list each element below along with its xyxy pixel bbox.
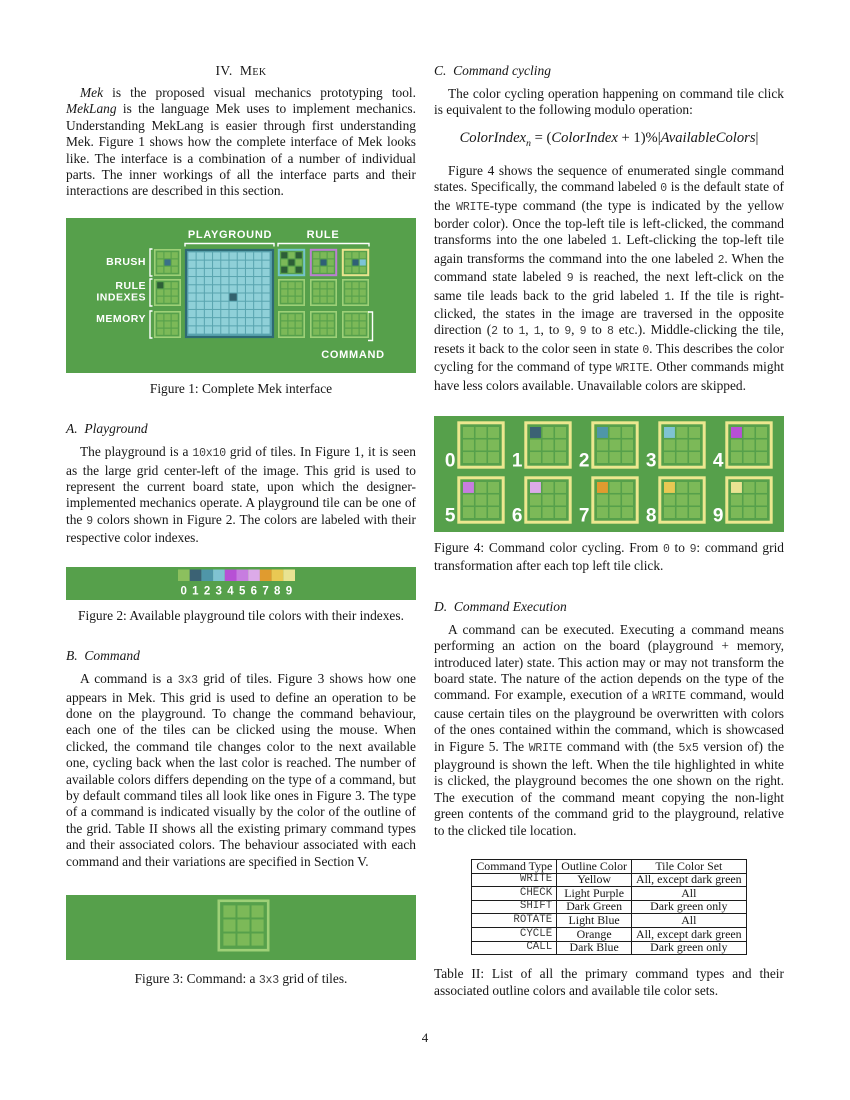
svg-text:7: 7 bbox=[262, 585, 270, 598]
table-2-caption: Table II: List of all the primary command types and their associated outline colors and available tile color sets. bbox=[434, 966, 784, 998]
table-cell: All, except dark green bbox=[631, 873, 746, 887]
table-cell: ROTATE bbox=[472, 914, 557, 928]
svg-text:2: 2 bbox=[578, 450, 590, 472]
svg-text:1: 1 bbox=[511, 450, 523, 472]
svg-text:8: 8 bbox=[645, 505, 657, 527]
svg-text:INDEXES: INDEXES bbox=[96, 291, 146, 304]
table-row bbox=[472, 873, 746, 887]
paragraph-execution: A command can be executed. Executing a command means performing an action on the board (playground + memory, introduced later) state. This action may or may not transform the board state. The nature of the action depends on the type of the command. For example, execution of a WRITE command, would cause certain tiles on the playground be overwritten with colors of the ones contained within the command, which is showcased in Figure 5. The WRITE command with (the 5x5 version of) the playground is shown the left. When the tile highlighted in white is clicked, the playground becomes the one shown on the right. The execution of the command meant copying the non-light green contents of the command grid to the playground, relative to the clicked tile location. bbox=[434, 621, 785, 838]
table-header-row bbox=[472, 860, 746, 874]
figure-1-caption: Figure 1: Complete Mek interface bbox=[149, 380, 333, 396]
figure-2 bbox=[66, 567, 416, 624]
paragraph-cycling-detail: Figure 4 shows the sequence of enumerated single command states. Specifically, the command labeled 0 is the default state of the WRITE-type command (the type is indicated by the yellow border color). Once the top-left tile is left-clicked, the command transforms into the one labeled 1. Left-clicking the top-left tile again transforms the command into the one labeled 2. When the command state labeled 9 is reached, the next left-click on the same tile leads back to the grid labeled 1. If the tile is right-clicked, the states in the image are traversed in the opposite direction (2 to 1, 1, to 9, 9 to 8 etc.). Middle-clicking the tile, resets it back to the color seen in state 0. This describes the color cycling for the command of type WRITE. Other commands might have less colors available. Unavailable colors are skipped. bbox=[434, 162, 785, 393]
svg-text:PLAYGROUND: PLAYGROUND bbox=[187, 228, 273, 241]
figure-4 bbox=[434, 416, 784, 575]
section-heading-mek: IV. Mek bbox=[215, 63, 267, 78]
figure-2-caption: Figure 2: Available playground tile colors with their indexes. bbox=[78, 607, 404, 623]
right-column bbox=[434, 63, 784, 999]
figure-1-image-mek-interface bbox=[66, 218, 416, 373]
table-body bbox=[472, 873, 746, 955]
table-row bbox=[472, 941, 746, 955]
paragraph-playground: The playground is a 10x10 grid of tiles. In Figure 1, it is seen as the large grid center-left of the image. This grid is used to represent the current board state, upon which the designer-implemented mechanics operate. A playground tile can be one of the 9 colors shown in Figure 2. The colors are labeled with their respective color indexes. bbox=[66, 444, 416, 546]
table-2-command-types bbox=[471, 859, 746, 955]
svg-text:5: 5 bbox=[238, 585, 246, 598]
figure-2-image-color-palette bbox=[66, 567, 416, 600]
figure-3-caption: Figure 3: Command: a 3x3 grid of tiles. bbox=[134, 970, 348, 987]
paragraph-command: A command is a 3x3 grid of tiles. Figure 3 shows how one appears in Mek. This grid is used to define an operation to be done on the playground. To change the command behaviour, each one of the tiles can be clicked using the mouse. When clicked, the command tile changes color to the next available one, cycling back when the last color is reached. The number of available colors differs depending on the type of a command, but by default command tiles all look like ones in Figure 3. The type of a command is indicated visually by the color of the outline of the grid. Table II shows all the existing primary command types and their associated colors. The behaviour associated with each command and their variations are specified in Section V. bbox=[66, 671, 416, 869]
table-cell: WRITE bbox=[472, 873, 557, 887]
left-column bbox=[66, 63, 416, 989]
table-cell: CYCLE bbox=[472, 928, 557, 942]
table-cell: Light Blue bbox=[557, 914, 632, 928]
svg-text:6: 6 bbox=[250, 585, 258, 598]
svg-text:0: 0 bbox=[180, 585, 188, 598]
svg-text:RULE: RULE bbox=[115, 279, 146, 292]
table-row bbox=[472, 900, 746, 914]
page-number: 4 bbox=[421, 1030, 429, 1045]
subsection-heading-playground: A. Playground bbox=[66, 421, 148, 437]
table-cell: SHIFT bbox=[472, 900, 557, 914]
table-header-cell: Outline Color bbox=[557, 860, 632, 874]
svg-text:9: 9 bbox=[285, 585, 293, 598]
subsection-heading-command: B. Command bbox=[66, 648, 140, 664]
table-cell: CHECK bbox=[472, 887, 557, 901]
table-header bbox=[472, 860, 746, 874]
svg-text:3: 3 bbox=[215, 585, 223, 598]
svg-text:8: 8 bbox=[274, 585, 281, 598]
table-cell: All bbox=[631, 914, 746, 928]
modulo-formula: ColorIndex$_n$ = (ColorIndex + 1)%|AvailableColors| bbox=[459, 129, 759, 149]
figure-1 bbox=[66, 218, 416, 397]
figure-3-image-command-grid bbox=[66, 895, 416, 960]
svg-text:0: 0 bbox=[444, 450, 456, 472]
table-cell: All bbox=[631, 887, 746, 901]
subsection-heading-command-execution: D. Command Execution bbox=[434, 598, 567, 614]
table-cell: CALL bbox=[472, 941, 557, 955]
table-cell: Yellow bbox=[557, 873, 632, 887]
svg-text:2: 2 bbox=[203, 585, 211, 598]
paragraph-intro: Mek is the proposed visual mechanics prototyping tool. MekLang is the language Mek uses to implement mechanics. Understanding MekLang is easier through first understanding Mek. Figure 1 shows how the complete interface of Mek looks like. The interface is a combination of a number of individual parts. The inner workings of all the interface parts and their interactions are described in this section. bbox=[66, 85, 416, 199]
table-cell: Orange bbox=[557, 928, 632, 942]
table-header-cell: Tile Color Set bbox=[631, 860, 746, 874]
svg-text:1: 1 bbox=[192, 585, 199, 598]
subsection-heading-command-cycling: C. Command cycling bbox=[434, 63, 551, 78]
table-row bbox=[472, 887, 746, 901]
figure-4-caption: Figure 4: Command color cycling. From 0 to 9: command grid transformation after each top left tile click. bbox=[434, 540, 784, 574]
table-cell: Dark green only bbox=[631, 941, 746, 955]
table-row bbox=[472, 928, 746, 942]
paragraph-cycling-intro: The color cycling operation happening on command tile click is equivalent to the following modulo operation: bbox=[434, 86, 784, 118]
svg-text:5: 5 bbox=[444, 505, 456, 527]
table-cell: Light Purple bbox=[557, 887, 632, 901]
table-header-cell: Command Type bbox=[472, 860, 557, 874]
figure-3 bbox=[66, 895, 416, 989]
svg-text:COMMAND: COMMAND bbox=[321, 348, 385, 361]
svg-text:RULE: RULE bbox=[306, 228, 340, 241]
table-cell: Dark Green bbox=[557, 900, 632, 914]
svg-text:4: 4 bbox=[712, 450, 724, 472]
table-cell: Dark green only bbox=[631, 900, 746, 914]
svg-text:3: 3 bbox=[645, 450, 657, 472]
svg-text:7: 7 bbox=[578, 505, 590, 527]
table-row bbox=[472, 914, 746, 928]
table-cell: All, except dark green bbox=[631, 928, 746, 942]
svg-text:BRUSH: BRUSH bbox=[106, 255, 146, 268]
table-cell: Dark Blue bbox=[557, 941, 632, 955]
svg-text:4: 4 bbox=[227, 585, 235, 598]
svg-text:MEMORY: MEMORY bbox=[96, 312, 146, 325]
figure-4-image-command-color-cycling bbox=[434, 416, 784, 532]
svg-text:9: 9 bbox=[712, 505, 724, 527]
svg-text:6: 6 bbox=[511, 505, 523, 527]
